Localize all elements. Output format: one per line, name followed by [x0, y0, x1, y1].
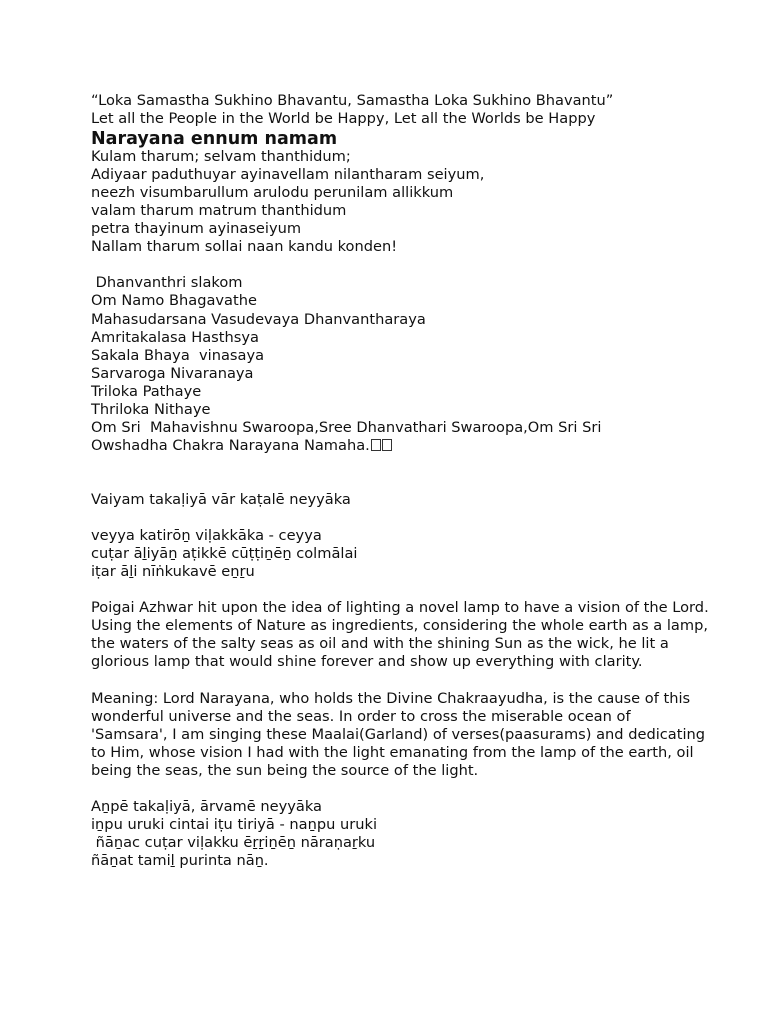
slokam-line: Om Sri Mahavishnu Swaroopa,Sree Dhanvathari Swaroopa,Om Sri Sri — [91, 418, 602, 436]
slokam-line: Sarvaroga Nivaranaya — [91, 364, 254, 382]
pasuram-line: cuṭar āḻiyāṉ aṭikkē cūṭṭiṉēṉ colmālai — [91, 545, 358, 563]
explanation-paragraph: Poigai Azhwar hit upon the idea of lighting a novel lamp to have a vision of the Lord. Using the elements of Nature as ingredients, considering the whole earth as a lamp, the waters of the salty seas as oil and with the shining Sun as the wick, he lit a glorious lamp that would shine forever and show up everything with clarity. — [91, 599, 709, 671]
blank-line — [91, 509, 711, 527]
blank-line — [91, 780, 711, 798]
pasuram-line: Aṉpē takaḷiyā, ārvamē neyyāka — [91, 797, 322, 815]
document-page — [91, 92, 711, 870]
missing-glyph-icon — [371, 439, 381, 451]
verse-line: neezh visumbarullum arulodu perunilam allikkum — [91, 184, 454, 202]
slokam-last-line — [91, 437, 711, 455]
blank-line — [91, 455, 711, 491]
slokam-line: Sakala Bhaya vinasaya — [91, 346, 265, 364]
document-title: Narayana ennum namam — [91, 129, 338, 150]
pasuram-line: ñāṉat tamiḻ purinta nāṉ. — [91, 851, 269, 869]
missing-glyph-icon — [382, 439, 392, 451]
translation-line: Let all the People in the World be Happy, Let all the Worlds be Happy — [91, 110, 596, 128]
meaning-paragraph: Meaning: Lord Narayana, who holds the Divine Chakraayudha, is the cause of this wonderful universe and the seas. In order to cross the miserable ocean of 'Samsara', I am singing these Maalai(Garland) of verses(paasurams) and dedicating to Him, whose vision I had with the light emanating from the lamp of the earth, oil being the seas, the sun being the source of the light. — [91, 689, 706, 779]
pasuram-line: veyya katirōṉ viḷakkāka - ceyya — [91, 527, 322, 545]
slokam-line: Thriloka Nithaye — [91, 400, 211, 418]
slokam-line: Amritakalasa Hasthsya — [91, 328, 259, 346]
slokam-line: Mahasudarsana Vasudevaya Dhanvantharaya — [91, 310, 426, 328]
verse-line: petra thayinum ayinaseiyum — [91, 220, 302, 238]
blank-line — [91, 581, 711, 599]
verse-line: valam tharum matrum thanthidum — [91, 202, 347, 220]
verse-line: Nallam tharum sollai naan kandu konden! — [91, 238, 398, 256]
verse-line: Kulam tharum; selvam thanthidum; — [91, 148, 351, 166]
slokam-closing-text: Owshadha Chakra Narayana Namaha. — [91, 436, 370, 454]
slokam-line: Om Namo Bhagavathe — [91, 292, 257, 310]
quote-line: “Loka Samastha Sukhino Bhavantu, Samastha Loka Sukhino Bhavantu” — [91, 92, 614, 109]
pasuram-line: ñāṉac cuṭar viḷakku ēṟṟiṉēṉ nāraṇaṟku — [91, 833, 376, 851]
verse-line: Adiyaar paduthuyar ayinavellam nilantharam seiyum, — [91, 166, 485, 184]
pasuram-line: iṉpu uruki cintai iṭu tiriyā - naṉpu uruki — [91, 815, 378, 833]
pasuram-title: Vaiyam takaḷiyā vār kaṭalē neyyāka — [91, 490, 351, 508]
blank-line — [91, 256, 711, 274]
slokam-heading: Dhanvanthri slakom — [91, 274, 243, 292]
pasuram-line: iṭar āḻi nīṅkukavē eṉṟu — [91, 563, 255, 581]
blank-line — [91, 671, 711, 689]
slokam-line: Triloka Pathaye — [91, 382, 202, 400]
